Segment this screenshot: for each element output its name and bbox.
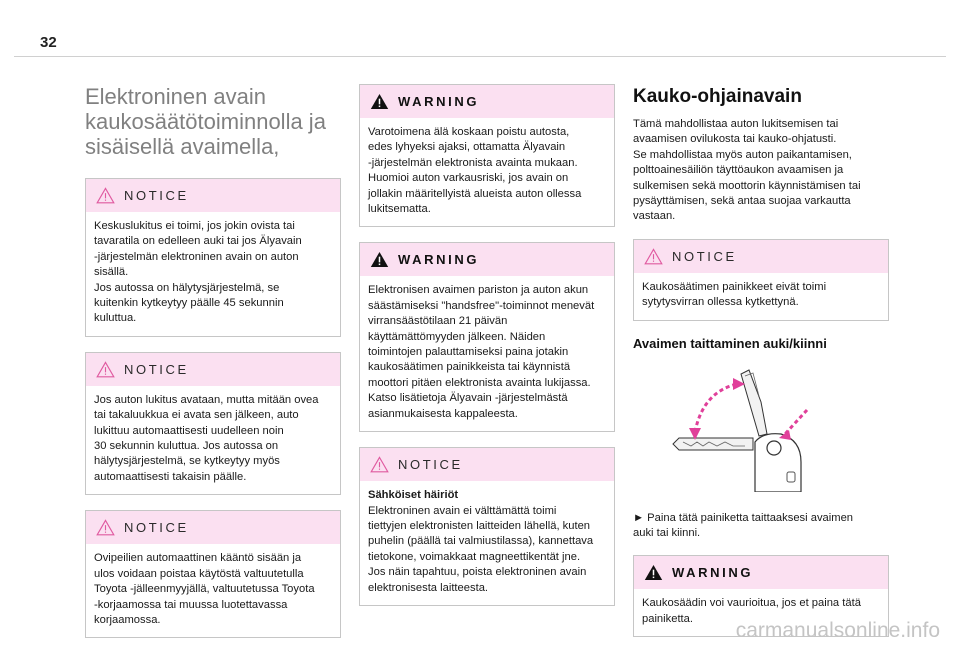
notice-box-5	[633, 239, 889, 321]
notice-text	[360, 481, 614, 605]
notice-label: NOTICE	[124, 520, 189, 536]
notice-box-2	[85, 352, 341, 495]
notice-box-1	[85, 178, 341, 337]
key-fold-illustration	[633, 362, 889, 492]
warning-box-1	[359, 84, 615, 227]
notice-header	[86, 179, 340, 212]
fold-key-heading: Avaimen taittaminen auki/kiinni	[633, 335, 827, 351]
notice-label: NOTICE	[398, 457, 463, 473]
warning-header	[634, 556, 888, 589]
remote-key-heading: Kauko-ohjainavain	[633, 86, 802, 107]
warning-triangle-icon	[370, 93, 389, 110]
remote-key-intro: Tämä mahdollistaa auton lukitsemisen tai avaamisen ovilukosta tai kauko-ohjatusti. Se mahdollistaa myös auton paikantamisen, polttoainesäiliön täyttöaukon avaamisen ja sulkemisen sekä moottorin käynnistämisen tai pysäyttämisen, sekä antaa suojaa varkautta vastaan.	[633, 118, 861, 223]
notice-triangle-icon	[96, 519, 115, 536]
warning-header	[360, 243, 614, 276]
watermark: carmanualsonline.info	[735, 619, 940, 642]
column-right	[633, 84, 889, 649]
notice-text: Ovipeilien automaattinen kääntö sisään ja ulos voidaan poistaa käytöstä valtuutetulla Toyota -jälleenmyyjällä, valtuutetussa Toyota -korjaamossa tai muussa luotettavassa korjaamossa.	[94, 552, 315, 626]
warning-text: Kaukosäädin voi vaurioitua, jos et paina tätä painiketta.	[642, 597, 861, 625]
notice-triangle-icon	[96, 361, 115, 378]
notice-label: NOTICE	[124, 361, 189, 377]
notice-text: Keskuslukitus ei toimi, jos jokin ovista tai tavaratila on edelleen auki tai jos Älyavain -järjestelmän elektroninen avain on auton sisällä. Jos autossa on hälytysjärjestelmä, se kuitenkin kytkeytyy päälle 45 sekunnin kuluttua.	[94, 220, 302, 325]
notice-header	[86, 353, 340, 386]
page-number: 32	[40, 34, 57, 51]
notice-triangle-icon	[644, 248, 663, 265]
notice-header	[634, 240, 888, 273]
top-rule	[14, 56, 946, 57]
warning-label: WARNING	[398, 252, 480, 268]
warning-header	[360, 85, 614, 118]
warning-box-2	[359, 242, 615, 432]
warning-triangle-icon	[644, 564, 663, 581]
column-middle	[359, 84, 615, 621]
notice-triangle-icon	[96, 187, 115, 204]
column-left	[85, 84, 341, 649]
warning-label: WARNING	[398, 94, 480, 109]
notice-label: NOTICE	[124, 188, 189, 203]
warning-text: Elektronisen avaimen pariston ja auton akun säästämiseksi "handsfree"-toiminnot menevät virransäästötilaan 21 päivän käyttämättömyyden jälkeen. Näiden toimintojen palauttamiseksi paina jotakin kaukosäätimen painikkeista tai käynnistä moottori pitäen elektronista avainta lukijassa. Katso lisätietoja Älyavain -järjestelmästä asianmukaisesta kappaleesta.	[368, 284, 595, 420]
warning-text: Varotoimena älä koskaan poistu autosta, edes lyhyeksi ajaksi, ottamatta Älyavain -järjestelmän elektronista avainta mukaan. Huomioi auton varkausriski, jos avain on jollakin määritellyistä alueista auton ollessa lukitsematta.	[368, 126, 582, 216]
notice-header	[360, 448, 614, 481]
fold-key-instruction: ► Paina tätä painiketta taittaaksesi avaimen auki tai kiinni.	[633, 511, 854, 540]
notice-box-3	[85, 510, 341, 638]
notice-subtitle: Sähköiset häiriöt	[368, 489, 459, 502]
notice-text: Kaukosäätimen painikkeet eivät toimi sytytysvirran ollessa kytkettynä.	[642, 280, 827, 309]
notice-text: Jos auton lukitus avataan, mutta mitään ovea tai takaluukkua ei avata sen jälkeen, auto lukittuu automaattisesti uudelleen noin 30 sekunnin kuluttua. Jos autossa on hälytysjärjestelmä, se kytkeytyy myös automaattisesti takaisin päälle.	[94, 393, 319, 483]
notice-body: Elektroninen avain ei välttämättä toimi tiettyjen elektronisten laitteiden lähellä, kuten puhelin (päällä tai valmiustilassa), kannettava tietokone, voimakkaat magneettikentät jne. Jos näin tapahtuu, poista elektroninen avain elektronisesta laitteesta.	[368, 504, 594, 594]
warning-triangle-icon	[370, 251, 389, 268]
warning-label: WARNING	[672, 565, 754, 581]
notice-box-4	[359, 447, 615, 606]
notice-label: NOTICE	[672, 248, 737, 264]
notice-triangle-icon	[370, 456, 389, 473]
section-title: Elektroninen avain kaukosäätötoiminnolla ja sisäisellä avaimella,	[85, 84, 326, 159]
notice-header	[86, 511, 340, 544]
